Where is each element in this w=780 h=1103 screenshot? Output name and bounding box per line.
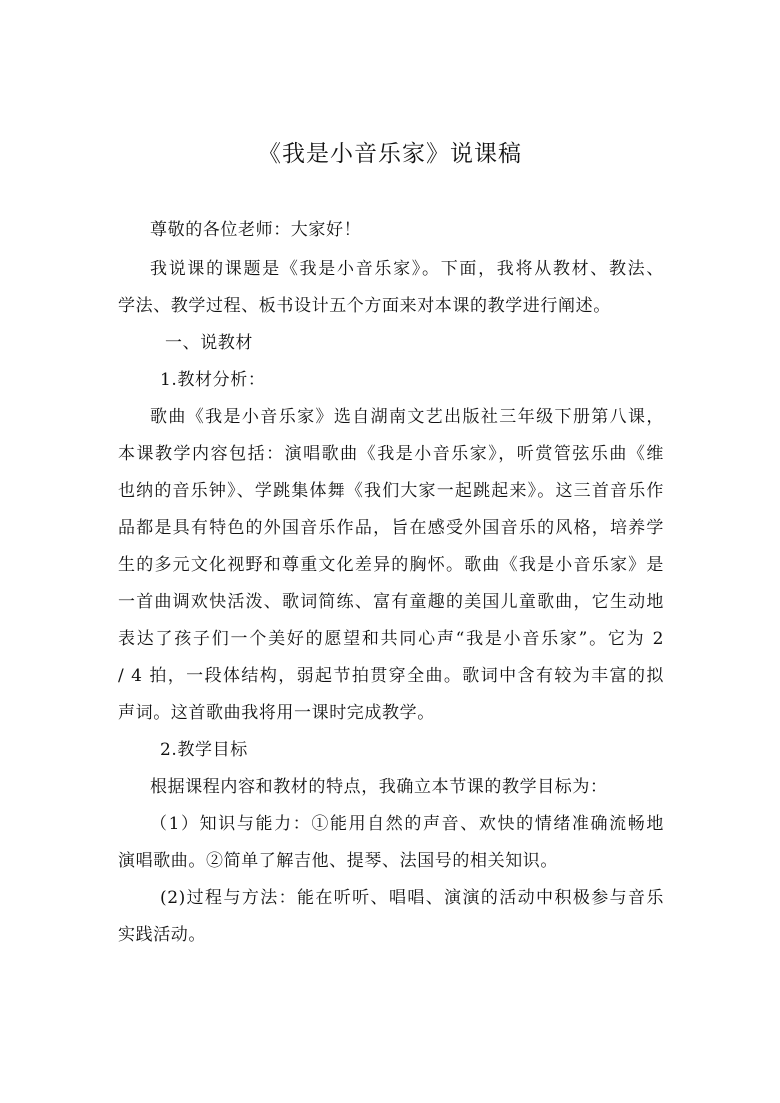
subsection-heading: 2.教学目标	[160, 740, 248, 760]
paragraph-line: / 4 拍，一段体结构，弱起节拍贯穿全曲。歌词中含有较为丰富的拟	[118, 666, 664, 686]
subsection-heading: 1.教材分析：	[160, 370, 266, 390]
greeting-line: 尊敬的各位老师：大家好！	[150, 220, 362, 240]
paragraph-line: 学法、教学过程、板书设计五个方面来对本课的教学进行阐述。	[118, 296, 611, 316]
paragraph-line: 也纳的音乐钟》、学跳集体舞《我们大家一起跳起来》。这三首音乐作	[118, 481, 664, 501]
paragraph-line: 我说课的课题是《我是小音乐家》。下面，我将从教材、教法、	[150, 259, 664, 279]
paragraph-line: 声词。这首歌曲我将用一课时完成教学。	[118, 703, 435, 723]
paragraph-line: 演唱歌曲。②简单了解吉他、提琴、法国号的相关知识。	[118, 851, 558, 871]
paragraph-line: 根据课程内容和教材的特点，我确立本节课的教学目标为：	[150, 777, 608, 797]
paragraph-line: 本课教学内容包括：演唱歌曲《我是小音乐家》，听赏管弦乐曲《维	[118, 444, 664, 464]
paragraph-line: 歌曲《我是小音乐家》选自湖南文艺出版社三年级下册第八课，	[150, 407, 664, 427]
paragraph-line: 表达了孩子们一个美好的愿望和共同心声“我是小音乐家”。它为 2	[118, 629, 664, 649]
paragraph-line: 实践活动。	[118, 925, 206, 945]
paragraph-line: （1）知识与能力：①能用自然的声音、欢快的情绪准确流畅地	[150, 814, 664, 834]
section-heading: 一、说教材	[165, 333, 253, 353]
paragraph-line: 品都是具有特色的外国音乐作品，旨在感受外国音乐的风格，培养学	[118, 518, 664, 538]
paragraph-line: (2)过程与方法：能在听听、唱唱、演演的活动中积极参与音乐	[160, 888, 664, 908]
paragraph-line: 生的多元文化视野和尊重文化差异的胸怀。歌曲《我是小音乐家》是	[118, 555, 664, 575]
document-title: 《我是小音乐家》说课稿	[258, 141, 522, 167]
paragraph-line: 一首曲调欢快活泼、歌词简练、富有童趣的美国儿童歌曲，它生动地	[118, 592, 664, 612]
